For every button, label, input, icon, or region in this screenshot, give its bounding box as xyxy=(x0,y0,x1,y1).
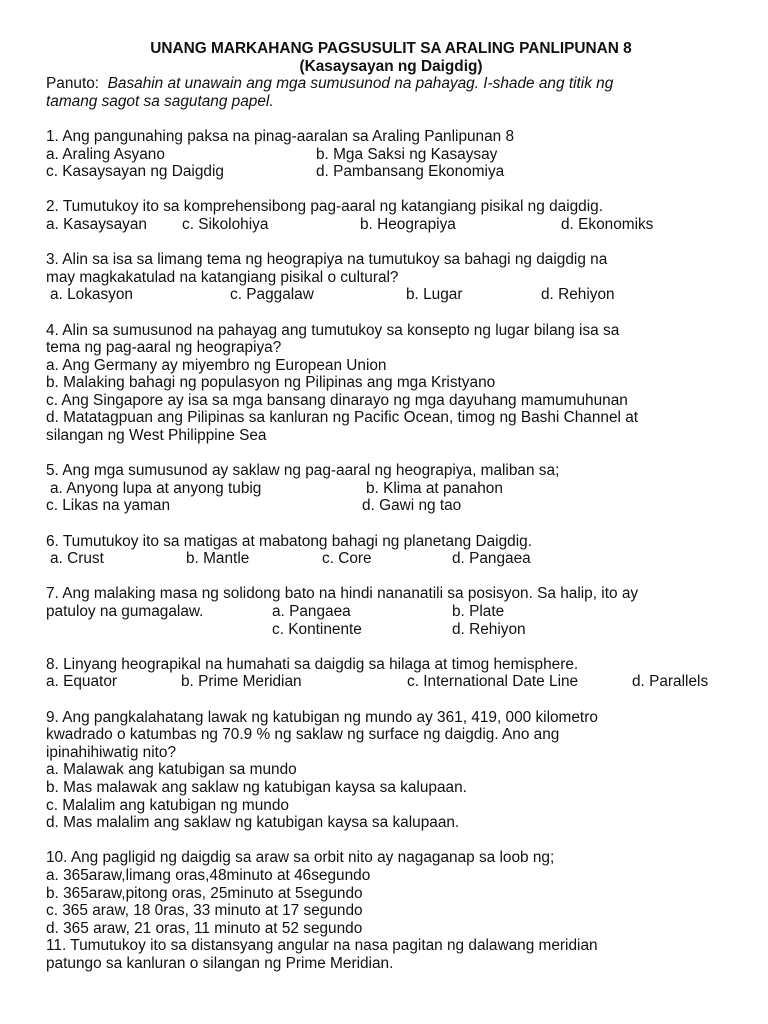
question-10-option-d: d. 365 araw, 21 oras, 11 minuto at 52 segundo xyxy=(46,919,363,937)
question-7-options-row-1 xyxy=(46,603,736,621)
question-10-option-c: c. 365 araw, 18 0ras, 33 minuto at 17 segundo xyxy=(46,902,363,920)
question-1-options-row-1 xyxy=(46,146,736,164)
question-6-options xyxy=(46,550,736,568)
question-4-option-d-line-2: silangan ng West Philippine Sea xyxy=(46,427,267,445)
question-10-option-b: b. 365araw,pitong oras, 25minuto at 5segundo xyxy=(46,884,363,902)
question-9-line-2: kwadrado o katumbas ng 70.9 % ng saklaw ng surface ng daigdig. Ano ang xyxy=(46,726,560,744)
question-2: 2. Tumutukoy ito sa komprehensibong pag-aaral ng katangiang pisikal ng daigdig. xyxy=(46,198,603,216)
question-10-option-a: a. 365araw,limang oras,48minuto at 46segundo xyxy=(46,866,371,884)
question-5-option-a: a. Anyong lupa at anyong tubig xyxy=(50,479,262,497)
question-7-option-b: b. Plate xyxy=(452,603,505,620)
question-9-option-a: a. Malawak ang katubigan sa mundo xyxy=(46,761,297,779)
question-4-option-b: b. Malaking bahagi ng populasyon ng Pilipinas ang mga Kristyano xyxy=(46,374,496,392)
question-3-option-d: d. Rehiyon xyxy=(541,286,615,304)
question-5-options-row-1 xyxy=(46,480,736,498)
question-1-option-b: b. Mga Saksi ng Kasaysay xyxy=(316,145,498,163)
question-11-line-1: 11. Tumutukoy ito sa distansyang angular na nasa pagitan ng dalawang meridian xyxy=(46,937,598,955)
question-4-option-d-line-1: d. Matatagpuan ang Pilipinas sa kanluran ng Pacific Ocean, timog ng Bashi Channel at xyxy=(46,409,639,427)
question-8: 8. Linyang heograpikal na humahati sa daigdig sa hilaga at timog hemisphere. xyxy=(46,655,579,673)
question-9-option-d: d. Mas malalim ang saklaw ng katubigan kaysa sa kalupaan. xyxy=(46,814,460,832)
question-5-option-d: d. Gawi ng tao xyxy=(362,497,462,515)
question-6-option-c: c. Core xyxy=(322,550,372,568)
question-6-option-b: b. Mantle xyxy=(186,550,250,568)
question-9-line-3: ipinahihiwatig nito? xyxy=(46,743,177,761)
question-3-line-2: may magkakatulad na katangiang pisikal o cultural? xyxy=(46,268,399,286)
question-3-option-b: b. Lugar xyxy=(406,286,463,304)
exam-title: UNANG MARKAHANG PAGSUSULIT SA ARALING PANLIPUNAN 8 xyxy=(150,40,632,57)
question-2-option-a: a. Kasaysayan xyxy=(46,215,147,233)
question-4-line-2: tema ng pag-aaral ng heograpiya? xyxy=(46,339,282,357)
question-7-option-c: c. Kontinente xyxy=(272,620,362,638)
question-7-options-row-2 xyxy=(46,621,736,639)
question-7-option-d: d. Rehiyon xyxy=(452,620,526,638)
question-10: 10. Ang pagligid ng daigdig sa araw sa orbit nito ay nagaganap sa loob ng; xyxy=(46,849,555,867)
question-1: 1. Ang pangunahing paksa na pinag-aaralan sa Araling Panlipunan 8 xyxy=(46,127,515,145)
question-5-option-b: b. Klima at panahon xyxy=(366,479,503,497)
question-1-option-a: a. Araling Asyano xyxy=(46,145,165,163)
question-1-options-row-2 xyxy=(46,163,736,181)
instruction-text-2: tamang sagot sa sagutang papel. xyxy=(46,92,274,110)
question-5: 5. Ang mga sumusunod ay saklaw ng pag-aaral ng heograpiya, maliban sa; xyxy=(46,462,560,480)
question-4-option-a: a. Ang Germany ay miyembro ng European Union xyxy=(46,356,387,374)
question-2-option-d: d. Ekonomiks xyxy=(561,215,654,233)
question-8-option-d: d. Parallels xyxy=(632,673,709,691)
question-8-option-c: c. International Date Line xyxy=(407,673,579,691)
question-3-option-c: c. Paggalaw xyxy=(230,286,314,304)
question-7-line-1: 7. Ang malaking masa ng solidong bato na hindi nananatili sa posisyon. Sa halip, ito ay xyxy=(46,585,639,603)
question-1-option-d: d. Pambansang Ekonomiya xyxy=(316,163,505,181)
question-6-option-d: d. Pangaea xyxy=(452,550,531,568)
question-3-line-1: 3. Alin sa isa sa limang tema ng heograpiya na tumutukoy sa bahagi ng daigdig na xyxy=(46,251,608,269)
question-5-option-c: c. Likas na yaman xyxy=(46,497,171,515)
question-9-line-1: 9. Ang pangkalahatang lawak ng katubigan ng mundo ay 361, 419, 000 kilometro xyxy=(46,708,598,726)
question-4-line-1: 4. Alin sa sumusunod na pahayag ang tumutukoy sa konsepto ng lugar bilang isa sa xyxy=(46,321,620,339)
instruction-label: Panuto: xyxy=(46,75,100,93)
instructions-line-1 xyxy=(46,75,736,93)
question-2-options xyxy=(46,216,736,234)
exam-page xyxy=(46,40,736,972)
question-8-option-b: b. Prime Meridian xyxy=(181,673,302,691)
instruction-text-1: Basahin at unawain ang mga sumusunod na pahayag. I-shade ang titik ng xyxy=(107,75,614,93)
question-9-option-c: c. Malalim ang katubigan ng mundo xyxy=(46,796,289,814)
question-4-option-c: c. Ang Singapore ay isa sa mga bansang dinarayo ng mga dayuhang mamumuhunan xyxy=(46,391,628,409)
question-3-options xyxy=(46,286,736,304)
question-3-option-a: a. Lokasyon xyxy=(50,286,133,304)
question-6-option-a: a. Crust xyxy=(50,550,104,568)
question-2-option-c: c. Sikolohiya xyxy=(182,215,269,233)
question-1-option-c: c. Kasaysayan ng Daigdig xyxy=(46,163,224,181)
question-5-options-row-2 xyxy=(46,497,736,515)
question-2-option-b: b. Heograpiya xyxy=(360,215,456,233)
question-7-option-a: a. Pangaea xyxy=(272,603,351,620)
question-6: 6. Tumutukoy ito sa matigas at mabatong bahagi ng planetang Daigdig. xyxy=(46,532,532,550)
question-11-line-2: patungo sa kanluran o silangan ng Prime Meridian. xyxy=(46,954,394,972)
question-8-options xyxy=(46,673,736,691)
exam-subtitle: (Kasaysayan ng Daigdig) xyxy=(299,57,483,75)
question-8-option-a: a. Equator xyxy=(46,673,118,691)
question-9-option-b: b. Mas malawak ang saklaw ng katubigan kaysa sa kalupaan. xyxy=(46,778,467,796)
question-7-line-2: patuloy na gumagalaw. xyxy=(46,603,204,620)
